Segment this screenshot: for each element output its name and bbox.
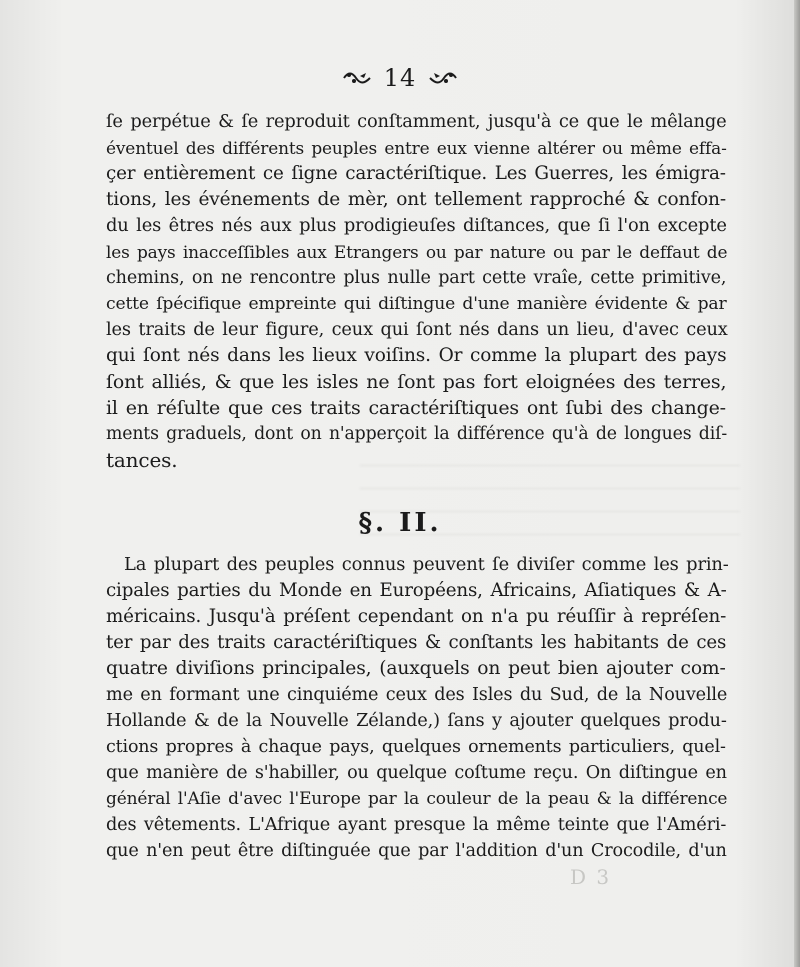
text-line: La plupart des peuples connus peuvent ſe diviſer comme les prin- [124,554,729,575]
right-fleuron-icon [428,70,458,86]
text-line: éventuel des différents peuples entre eux vienne altérer ou même effa- [106,138,727,158]
text-line: que n'en peut être diſtinguée que par l'addition d'un Crocodile, d'un [106,841,727,861]
text-line: ſe perpétue & ſe reproduit conſtamment, jusqu'à ce que le mêlange [106,111,727,132]
text-line: il en réſulte que ces traits caractériſtiques ont ſubi des change- [106,397,726,419]
text-line: cipales parties du Monde en Européens, Africains, Aſiatiques & A- [106,580,727,601]
text-line: chemins, on ne rencontre plus nulle part cette vraîe, cette primitive, [106,268,727,288]
text-line: qui ſont nés dans les lieux voiſins. Or comme la plupart des pays [106,345,727,366]
text-line: général l'Aſie d'avec l'Europe par la couleur de la peau & la différence [106,789,728,809]
text-line: çer entièrement ce ſigne caractériſtique. Les Guerres, les émigra- [106,163,726,184]
text-line: tions, les événements de mèr, ont tellement rapproché & confon- [106,189,726,210]
text-line: tances. [106,448,178,472]
page-header [330,62,470,94]
page-number: 14 [383,64,417,92]
text-line: quatre diviſions principales, (auxquels on peut bien ajouter com- [106,658,726,679]
text-line: les traits de leur figure, ceux qui ſont nés dans un lieu, d'avec ceux [106,319,728,340]
text-line: les pays inacceſſibles aux Etrangers ou par nature ou par le deffaut de [106,242,728,262]
text-line: ctions propres à chaque pays, quelques ornements particuliers, quel- [106,737,726,757]
bottom-signature: D 3 [570,865,612,889]
left-fleuron-icon [342,70,372,86]
text-line: ter par des traits caractériſtiques & conſtants les habitants de ces [106,632,727,653]
text-line: cette ſpécifique empreinte qui diſtingue d'une manière évidente & par [106,294,727,314]
text-line: que manière de s'habiller, ou quelque coſtume reçu. On diſtingue en [106,763,727,783]
text-line: ments graduels, dont on n'apperçoit la différence qu'à de longues diſ- [106,424,728,444]
text-line: des vêtements. L'Afrique ayant presque la même teinte que l'Améri- [106,815,727,835]
text-line: Hollande & de la Nouvelle Zélande,) ſans y ajouter quelques produ- [106,710,727,731]
section-title: §. II. [358,508,442,538]
paragraph-2 [106,552,729,864]
text-line: ſont alliés, & que les isles ne ſont pas fort eloignées des terres, [106,371,727,393]
text-line: méricains. Jusqu'à préſent cependant on n'a pu réuſſir à repréſen- [106,606,727,627]
text-line: me en formant une cinquiéme ceux des Isles du Sud, de la Nouvelle [106,685,728,705]
paragraph-1 [106,109,726,473]
text-line: du les êtres nés aux plus prodigieuſes diſtances, que ſi l'on excepte [106,215,727,236]
page-edge [794,0,800,967]
